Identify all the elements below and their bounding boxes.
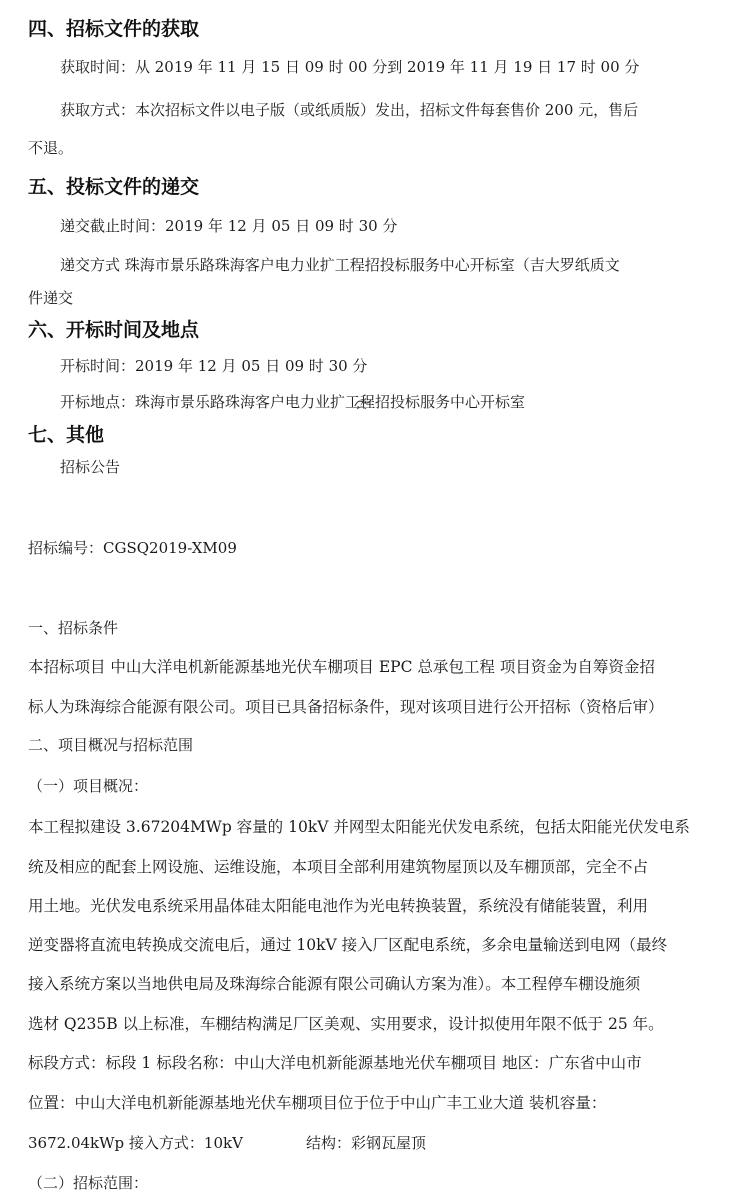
overview-sub1: （一）项目概况： — [28, 777, 149, 795]
overview-p6: 选材 Q235B 以上标准，车棚结构满足厂区美观、实用要求，设计拟使用年限不低于 25 年。 — [28, 1015, 664, 1033]
submission-method-line1: 递交方式 珠海市景乐路珠海客户电力业扩工程招投标服务中心开标室（吉大罗纸质文 — [60, 256, 620, 274]
opening-place: 开标地点：珠海市景乐路珠海客户电力业扩工程招投标服务中心开标室 — [60, 393, 526, 411]
overview-p8: 位置：中山大洋电机新能源基地光伏车棚项目位于位于中山广丰工业大道 装机容量： — [28, 1094, 607, 1112]
overview-sub2: （二）招标范围： — [28, 1174, 149, 1192]
conditions-line2: 标人为珠海综合能源有限公司。项目已具备招标条件，现对该项目进行公开招标（资格后审） — [28, 698, 664, 716]
overview-p9-capacity: 3672.04kWp 接入方式：10kV — [28, 1134, 243, 1152]
overview-p4: 逆变器将直流电转换成交流电后，通过 10kV 接入厂区配电系统，多余电量输送到电网（最终 — [28, 936, 668, 954]
overview-p3: 用土地。光伏发电系统采用晶体硅太阳能电池作为光电转换装置，系统没有储能装置，利用 — [28, 897, 649, 915]
opening-time: 开标时间：2019 年 12 月 05 日 09 时 30 分 — [60, 357, 368, 375]
acquisition-method-line2: 不退。 — [28, 139, 74, 157]
section-5-heading: 五、投标文件的递交 — [28, 176, 200, 198]
scan-artifact-icon — [352, 396, 374, 412]
acquisition-method-line1: 获取方式：本次招标文件以电子版（或纸质版）发出，招标文件每套售价 200 元，售后 — [60, 101, 639, 119]
section-6-heading: 六、开标时间及地点 — [28, 319, 200, 341]
section-7-sub: 招标公告 — [60, 458, 121, 476]
acquisition-time: 获取时间：从 2019 年 11 月 15 日 09 时 00 分到 2019 年 11 月 19 日 17 时 00 分 — [60, 58, 640, 76]
submission-deadline: 递交截止时间：2019 年 12 月 05 日 09 时 30 分 — [60, 217, 398, 235]
conditions-heading: 一、招标条件 — [28, 619, 119, 637]
overview-p1: 本工程拟建设 3.67204MWp 容量的 10kV 并网型太阳能光伏发电系统，包括太阳能光伏发电系 — [28, 818, 690, 836]
overview-heading: 二、项目概况与招标范围 — [28, 736, 194, 754]
overview-p7: 标段方式：标段 1 标段名称：中山大洋电机新能源基地光伏车棚项目 地区：广东省中山市 — [28, 1054, 642, 1072]
conditions-line1: 本招标项目 中山大洋电机新能源基地光伏车棚项目 EPC 总承包工程 项目资金为自筹资金招 — [28, 658, 655, 676]
overview-p9-structure: 结构：彩钢瓦屋顶 — [306, 1134, 427, 1152]
bid-number: 招标编号：CGSQ2019-XM09 — [28, 539, 237, 557]
section-4-heading: 四、招标文件的获取 — [28, 18, 200, 40]
section-7-heading: 七、其他 — [28, 424, 105, 446]
overview-p5: 接入系统方案以当地供电局及珠海综合能源有限公司确认方案为准）。本工程停车棚设施须 — [28, 975, 641, 993]
overview-p2: 统及相应的配套上网设施、运维设施，本项目全部利用建筑物屋顶以及车棚顶部，完全不占 — [28, 858, 649, 876]
submission-method-line2: 件递交 — [28, 289, 74, 307]
